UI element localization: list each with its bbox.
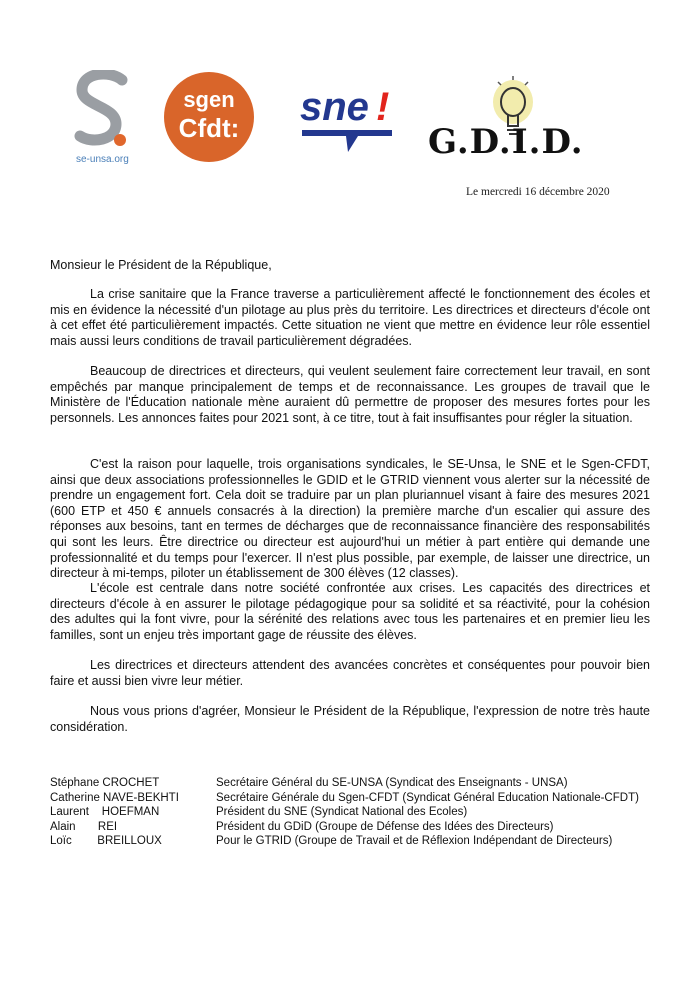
gdid-logo-text: G.D.I.D. xyxy=(428,122,584,162)
se-unsa-s-mark xyxy=(70,70,140,150)
signatory-role: Président du SNE (Syndicat National des Ecoles) xyxy=(216,806,468,819)
signatory-name: Laurent HOEFMAN xyxy=(50,806,160,819)
signatory-row xyxy=(50,834,670,849)
signatory-row xyxy=(50,805,670,820)
closing-paragraph: Nous vous prions d'agréer, Monsieur le Président de la République, l'expression de notre très haute considération. xyxy=(50,704,650,734)
paragraph-1: La crise sanitaire que la France traverse a particulièrement affecté le fonctionnement des écoles et mis en évidence la nécessité d'un pilotage au plus près du territoire. Les directrices et directeurs d'école ont à cet effet été particulièrement impactés. Cette situation ne vient que mettre en évidence leur rôle essentiel mais aussi leurs conditions de travail particulièrement dégradées. xyxy=(50,287,650,348)
signatory-name: Loïc BREILLOUX xyxy=(50,835,162,848)
signatory-name: Catherine NAVE-BEKHTI xyxy=(50,791,179,804)
signatory-role: Pour le GTRID (Groupe de Travail et de Réflexion Indépendant de Directeurs) xyxy=(216,835,613,848)
sgen-logo-top-text: sgen xyxy=(183,87,235,112)
signatory-role: Secrétaire Général du SE-UNSA (Syndicat des Enseignants - UNSA) xyxy=(216,777,568,789)
svg-text:sne: sne xyxy=(300,85,369,129)
salutation: Monsieur le Président de la République, xyxy=(50,258,272,272)
sgen-logo-bottom-text: Cfdt: xyxy=(178,113,240,143)
gdid-logo xyxy=(424,76,584,172)
sne-logo-graphic xyxy=(296,78,406,158)
paragraph-5: Les directrices et directeurs attendent des avancées concrètes et conséquentes pour pouvoir bien faire et aussi bien vivre leur métier. xyxy=(50,658,650,688)
signatory-row xyxy=(50,791,670,806)
signatory-name: Stéphane CROCHET xyxy=(50,777,160,789)
signatories-list xyxy=(50,776,670,849)
signatory-role: Secrétaire Générale du Sgen-CFDT (Syndicat Général Education Nationale-CFDT) xyxy=(216,791,639,804)
se-unsa-caption: se-unsa.org xyxy=(76,154,129,165)
signatory-row xyxy=(50,820,670,835)
paragraph-3: C'est la raison pour laquelle, trois organisations syndicales, le SE-Unsa, le SNE et le Sgen-CFDT, ainsi que deux associations professionnelles le GDID et le GTRID viennent vous alerter sur la nécessité de prendre un engagement fort. Cela doit se traduire par un plan pluriannuel visant à faire des mesures 2021 (600 ETP et 450 € annuels consacrés à la direction) la première marche d'un escalier qui assure des réponses aux besoins, tant en termes de décharges que de reconnaissance financière des responsabilités qui sont les leurs. Être directrice ou directeur est aujourd'hui un métier à part entière qui demande une professionnalité et du temps pour l'exercer. Il n'est plus possible, par exemple, de laisser une directrice, un directeur à mi-temps, piloter un établissement de 300 élèves (12 classes). xyxy=(50,457,650,581)
svg-text:!: ! xyxy=(376,85,390,129)
signatory-name: Alain REI xyxy=(50,820,118,833)
se-unsa-logo xyxy=(70,70,150,170)
paragraph-4: L'école est centrale dans notre société confrontée aux crises. Les capacités des directrices et directeurs d'école à en assurer le pilotage pédagogique pour sa solidité et sa réactivité, pour la cohésion des adultes qui la font vivre, pour la sérénité des relations avec tous les partenaires et en premier lieu les familles, sont un enjeu très important gage de réussite des élèves. xyxy=(50,581,650,642)
signatory-row xyxy=(50,776,670,791)
letter-date: Le mercredi 16 décembre 2020 xyxy=(466,186,610,198)
signatory-role: Président du GDiD (Groupe de Défense des Idées des Directeurs) xyxy=(216,820,554,833)
paragraph-2: Beaucoup de directrices et directeurs, qui veulent seulement faire correctement leur travail, en sont empêchés par manque principalement de temps et de reconnaissance. Les groupes de travail que le Ministère de l'Éducation nationale mène auraient dû permettre de proposer des mesures fortes pour les personnels. Les annonces faites pour 2021 sont, à ce titre, tout à fait insuffisantes pour régler la situation. xyxy=(50,364,650,425)
sne-logo xyxy=(296,78,406,158)
sgen-cfdt-logo xyxy=(164,72,254,162)
